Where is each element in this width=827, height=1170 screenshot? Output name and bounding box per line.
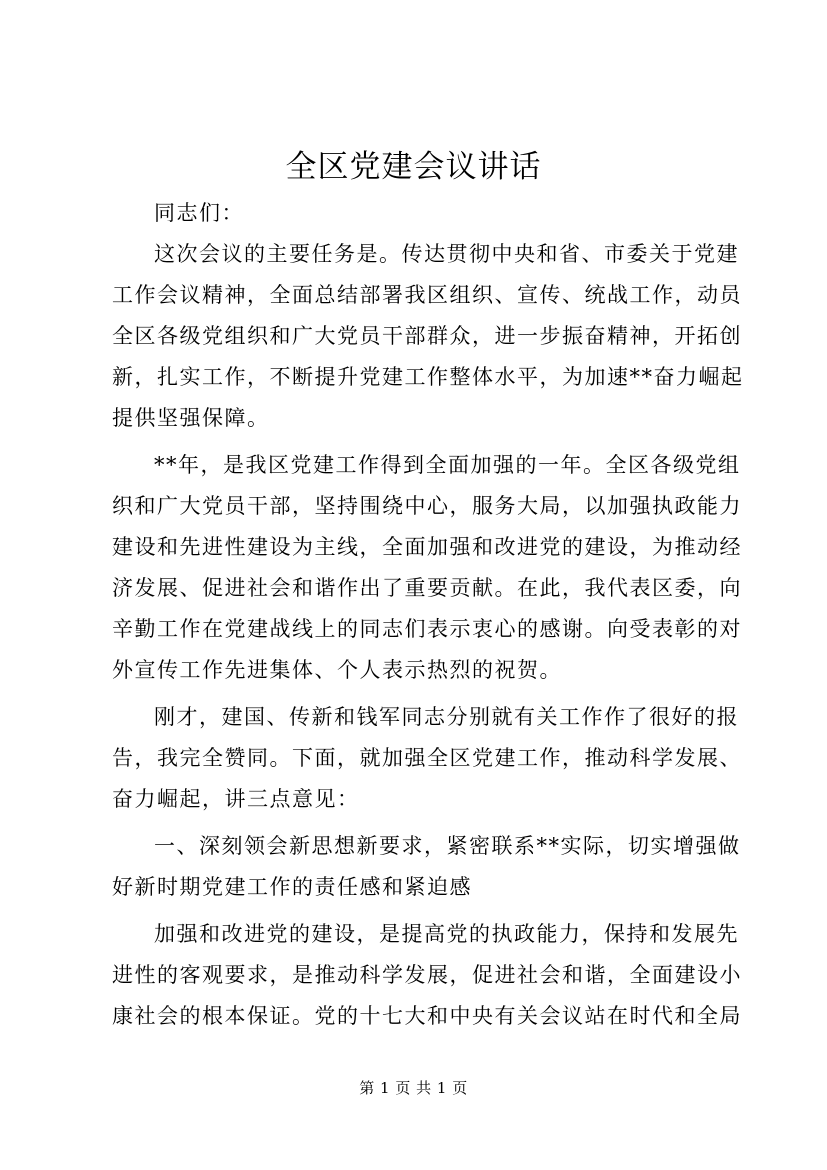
paragraph-2-line: **年，是我区党建工作得到全面加强的一年。全区各级党组 xyxy=(154,453,741,477)
paragraph-1-line: 新，扎实工作，不断提升党建工作整体水平，为加速**奋力崛起 xyxy=(112,365,744,389)
paragraph-1-line: 这次会议的主要任务是。传达贯彻中央和省、市委关于党建 xyxy=(154,242,739,266)
page-number-footer: 第 1 页 共 1 页 xyxy=(359,1079,468,1097)
section-heading-line: 好新时期党建工作的责任感和紧迫感 xyxy=(112,875,472,899)
paragraph-3-line: 奋力崛起，讲三点意见： xyxy=(112,787,360,811)
paragraph-4-line: 加强和改进党的建设，是提高党的执政能力，保持和发展先 xyxy=(154,922,739,946)
document-title: 全区党建会议讲话 xyxy=(285,149,542,185)
paragraph-4-line: 进性的客观要求，是推动科学发展，促进社会和谐，全面建设小 xyxy=(112,963,742,987)
paragraph-1-line: 全区各级党组织和广大党员干部群众，进一步振奋精神，开拓创 xyxy=(112,324,742,348)
paragraph-2-line: 外宣传工作先进集体、个人表示热烈的祝贺。 xyxy=(112,658,562,682)
section-heading-line: 一、深刻领会新思想新要求，紧密联系**实际，切实增强做 xyxy=(154,834,741,858)
paragraph-4-line: 康社会的根本保证。党的十七大和中央有关会议站在时代和全局 xyxy=(112,1004,742,1028)
paragraph-1-line: 工作会议精神，全面总结部署我区组织、宣传、统战工作，动员 xyxy=(112,283,742,307)
paragraph-3-line: 刚才，建国、传新和钱军同志分别就有关工作作了很好的报 xyxy=(154,705,739,729)
paragraph-2-line: 辛勤工作在党建战线上的同志们表示衷心的感谢。向受表彰的对 xyxy=(112,617,742,641)
paragraph-2-line: 建设和先进性建设为主线，全面加强和改进党的建设，为推动经 xyxy=(112,535,742,559)
salutation: 同志们： xyxy=(154,201,244,225)
paragraph-1-line: 提供坚强保障。 xyxy=(112,406,270,430)
paragraph-3-line: 告，我完全赞同。下面，就加强全区党建工作，推动科学发展、 xyxy=(112,746,742,770)
document-body xyxy=(112,193,744,1037)
paragraph-2-line: 济发展、促进社会和谐作出了重要贡献。在此，我代表区委，向 xyxy=(112,576,742,600)
paragraph-2-line: 织和广大党员干部，坚持围绕中心，服务大局，以加强执政能力 xyxy=(112,494,742,518)
